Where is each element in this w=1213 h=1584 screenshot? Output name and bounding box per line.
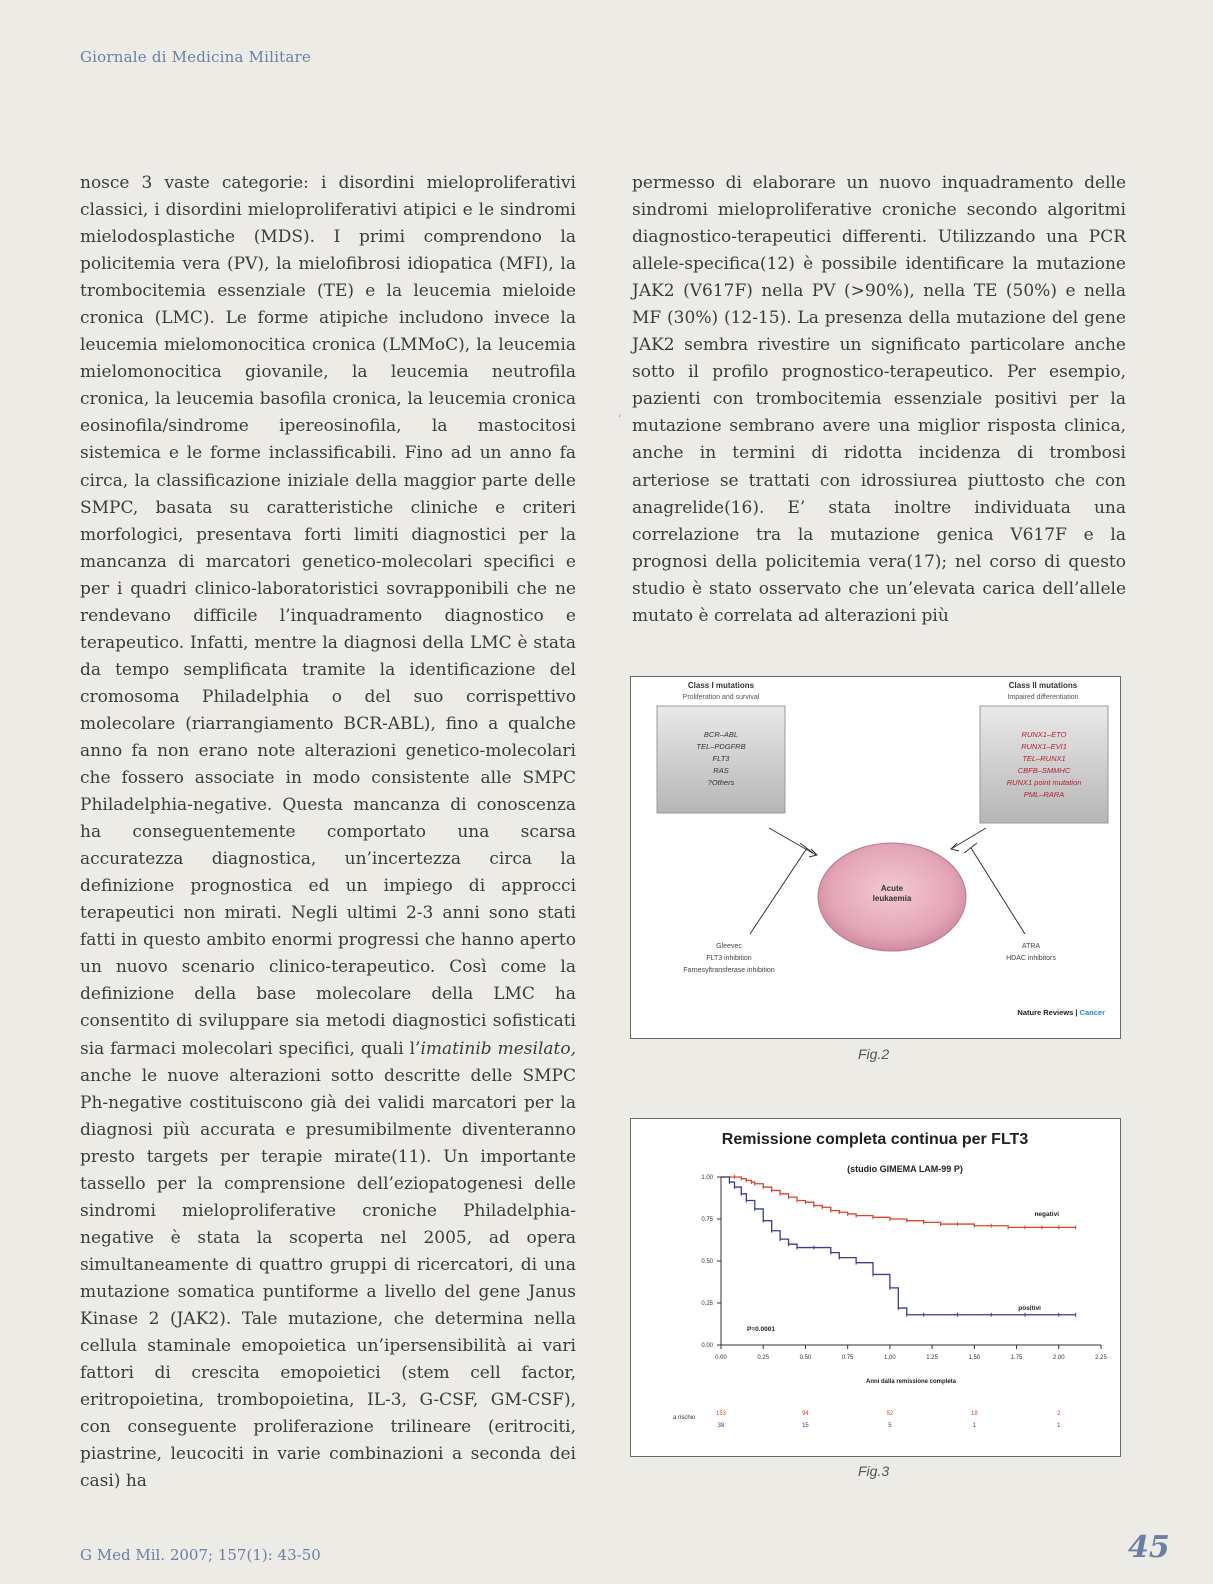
journal-header: Giornale di Medicina Militare — [80, 48, 311, 66]
x-tick-label: 0.25 — [757, 1355, 770, 1361]
x-tick-label: 1.25 — [926, 1355, 938, 1361]
x-tick-label: 1.50 — [968, 1355, 981, 1361]
inhibit-bar-left — [800, 843, 813, 853]
left-drug-name: imatinib mesilato, — [420, 1038, 576, 1059]
credit-separator: | — [1073, 1008, 1080, 1017]
therapy-right: ATRA — [1021, 943, 1041, 950]
at-risk-positivi: 38 — [717, 1423, 725, 1429]
therapy-right: HDAC inhibitors — [1006, 955, 1056, 962]
therapy-left: FLT3 inhibition — [706, 955, 752, 962]
class1-item: RAS — [713, 766, 729, 775]
class1-subtitle: Proliferation and survival — [682, 694, 760, 701]
footer-citation: G Med Mil. 2007; 157(1): 43-50 — [80, 1546, 321, 1564]
credit-nature-reviews: Nature Reviews — [1017, 1008, 1074, 1017]
chart-subtitle: (studio GIMEMA LAM-99 P) — [847, 1164, 963, 1174]
class2-item: RUNX1–ETO — [1021, 730, 1067, 739]
inhibit-bar-right — [964, 843, 977, 853]
x-tick-label: 0.00 — [715, 1355, 727, 1361]
class2-item: TEL–RUNX1 — [1022, 754, 1066, 763]
class2-item: PML–RARA — [1023, 790, 1065, 799]
class2-subtitle: Impaired differentiation — [1007, 694, 1079, 701]
y-tick-label: 1.00 — [701, 1175, 713, 1181]
figure-credit — [1017, 1008, 1105, 1017]
center-label-2: leukaemia — [872, 894, 912, 903]
at-risk-negativi: 18 — [970, 1411, 978, 1417]
x-tick-label: 1.00 — [884, 1355, 896, 1361]
x-tick-label: 2.00 — [1052, 1355, 1065, 1361]
class1-item: BCR–ABL — [703, 730, 739, 739]
at-risk-positivi: 1 — [1057, 1423, 1061, 1429]
figure-2 — [630, 676, 1121, 1039]
figure-3 — [630, 1118, 1121, 1457]
x-axis-label: Anni dalla remissione completa — [865, 1379, 957, 1385]
class2-item: CBFB–SMMHC — [1017, 766, 1071, 775]
class2-title: Class II mutations — [1008, 681, 1078, 690]
chart-title: Remissione completa continua per FLT3 — [721, 1131, 1029, 1148]
figure-2-caption: Fig.2 — [858, 1046, 890, 1062]
arrow-class1 — [769, 828, 816, 855]
at-risk-negativi: 2 — [1057, 1411, 1061, 1417]
figure-3-chart — [631, 1119, 1120, 1456]
page-number: 45 — [1128, 1530, 1170, 1565]
margin-mark: ‘ — [618, 414, 622, 425]
left-paragraph — [80, 170, 576, 1495]
y-tick-label: 0.50 — [701, 1259, 713, 1265]
inhibit-line-left — [750, 848, 807, 934]
class2-item: RUNX1–EVI1 — [1021, 742, 1067, 751]
class1-item: FLT3 — [712, 754, 730, 763]
km-curve-positivi — [721, 1177, 1076, 1315]
y-tick-label: 0.75 — [701, 1217, 713, 1223]
x-tick-label: 1.75 — [1010, 1355, 1023, 1361]
legend-negativi: negativi — [1034, 1211, 1059, 1218]
p-value-annotation: P=0.0001 — [747, 1326, 776, 1333]
class1-item: ?Others — [707, 778, 735, 787]
km-curve-negativi — [721, 1177, 1076, 1227]
class1-title: Class I mutations — [687, 681, 755, 690]
at-risk-label: a rischio — [673, 1415, 696, 1421]
credit-cancer: Cancer — [1079, 1008, 1105, 1017]
center-label-1: Acute — [880, 884, 904, 893]
class2-box — [980, 706, 1108, 823]
class2-item: RUNX1 point mutation — [1006, 778, 1082, 787]
at-risk-positivi: 5 — [888, 1423, 892, 1429]
left-text-rest: anche le nuove alterazioni sotto descritte delle SMPC Ph-negative costituiscono già dei validi marcatori per la diagnosi più accurata e presumibilmente diventeranno presto targets per terapie mirate(11). Un importante tassello per la comprensione dell’eziopatogenesi delle sindromi mieloproliferative croniche Philadelphia-negative è stata la scoperta nel 2005, ad opera simultaneamente di quattro gruppi di ricercatori, di una mutazione somatica puntiforme a livello del gene Janus Kinase 2 (JAK2). Tale mutazione, che determina nella cellula staminale emopoietica un’ipersensibilità ai vari fattori di crescita emopoietici (stem cell factor, eritropoietina, trombopoietina, IL-3, G-CSF, GM-CSF), con conseguente proliferazione trilineare (eritrociti, piastrine, leucociti in varie combinazioni a seconda dei casi) ha — [80, 1065, 576, 1492]
at-risk-negativi: 52 — [886, 1411, 894, 1417]
legend-positivi: positivi — [1018, 1305, 1041, 1312]
figure-2-diagram — [631, 677, 1120, 1038]
therapy-left: Gleevec — [716, 943, 742, 950]
class1-item: TEL–PDGFRB — [696, 742, 746, 751]
right-paragraph: permesso di elaborare un nuovo inquadramento delle sindromi mieloproliferative croniche secondo algoritmi diagnostico-terapeutici differenti. Utilizzando una PCR allele-specifica(12) è possibile identificare la mutazione JAK2 (V617F) nella PV (>90%), nella TE (50%) e nella MF (30%) (12-15). La presenza della mutazione del gene JAK2 sembra rivestire un significato particolare anche sotto il profilo prognostico-terapeutico. Per esempio, pazienti con trombocitemia essenziale positivi per la mutazione sembrano avere una miglior risposta clinica, anche in termini di ridotta incidenza di trombosi arteriose se trattati con idrossiurea piuttosto che con anagrelide(16). E’ stata inoltre individuata una correlazione tra la mutazione genica V617F e la prognosi della policitemia vera(17); nel corso di questo studio è stato osservato che un’elevata carica dell’allele mutato è correlata ad alterazioni più — [632, 173, 1126, 626]
x-tick-label: 2.25 — [1095, 1355, 1107, 1361]
therapy-left: Farnesyltransferase inhibition — [683, 967, 775, 974]
inhibit-line-right — [971, 848, 1025, 934]
at-risk-negativi: 153 — [715, 1411, 727, 1417]
x-tick-label: 0.50 — [799, 1355, 812, 1361]
at-risk-positivi: 1 — [972, 1423, 977, 1429]
at-risk-positivi: 15 — [802, 1423, 809, 1429]
figure-3-caption: Fig.3 — [858, 1463, 890, 1479]
y-tick-label: 0.25 — [701, 1301, 713, 1307]
right-column — [632, 170, 1126, 630]
arrow-class2 — [951, 828, 986, 849]
left-column — [80, 170, 576, 1495]
y-tick-label: 0.00 — [701, 1343, 713, 1349]
x-tick-label: 0.75 — [841, 1355, 854, 1361]
at-risk-negativi: 94 — [802, 1411, 809, 1417]
left-text: nosce 3 vaste categorie: i disordini mieloproliferativi classici, i disordini mieloproliferativi atipici e le sindromi mielodosplastiche (MDS). I primi comprendono la policitemia vera (PV), la mielofibrosi idiopatica (MFI), la trombocitemia essenziale (TE) e la leucemia mieloide cronica (LMC). Le forme atipiche includono invece la leucemia mielomonocitica cronica (LMMoC), la leucemia mielomonocitica giovanile, la leucemia neutrofila cronica, la leucemia basofila cronica, la leucemia cronica eosinofila/sindrome ipereosinofila, la mastocitosi sistemica e le forme inclassificabili. Fino ad un anno fa circa, la classificazione iniziale della maggior parte delle SMPC, basata su caratteristiche cliniche e criteri morfologici, presentava forti limiti diagnostici per la mancanza di marcatori genetico-molecolari specifici e per i quadri clinico-laboratoristici sovrapponibili che ne rendevano difficile l’inquadramento diagnostico e terapeutico. Infatti, mentre la diagnosi della LMC è stata da tempo semplificata tramite la identificazione del cromosoma Philadelphia o del suo corrispettivo molecolare (riarrangiamento BCR-ABL), fino a qualche anno fa non erano note alterazioni genetico-molecolari che fossero associate in modo consistente alle SMPC Philadelphia-negative. Questa mancanza di conoscenza ha conseguentemente comportato una scarsa accuratezza diagnostica, un’incertezza circa la definizione prognostica ed un impiego di approcci terapeutici non mirati. Negli ultimi 2-3 anni sono stati fatti in questo ambito enormi progressi che hanno aperto un nuovo scenario clinico-terapeutico. Così come la definizione della base molecolare della LMC ha consentito di sviluppare sia metodi diagnostici sofisticati sia farmaci molecolari specifici, quali l’ — [80, 173, 576, 1059]
